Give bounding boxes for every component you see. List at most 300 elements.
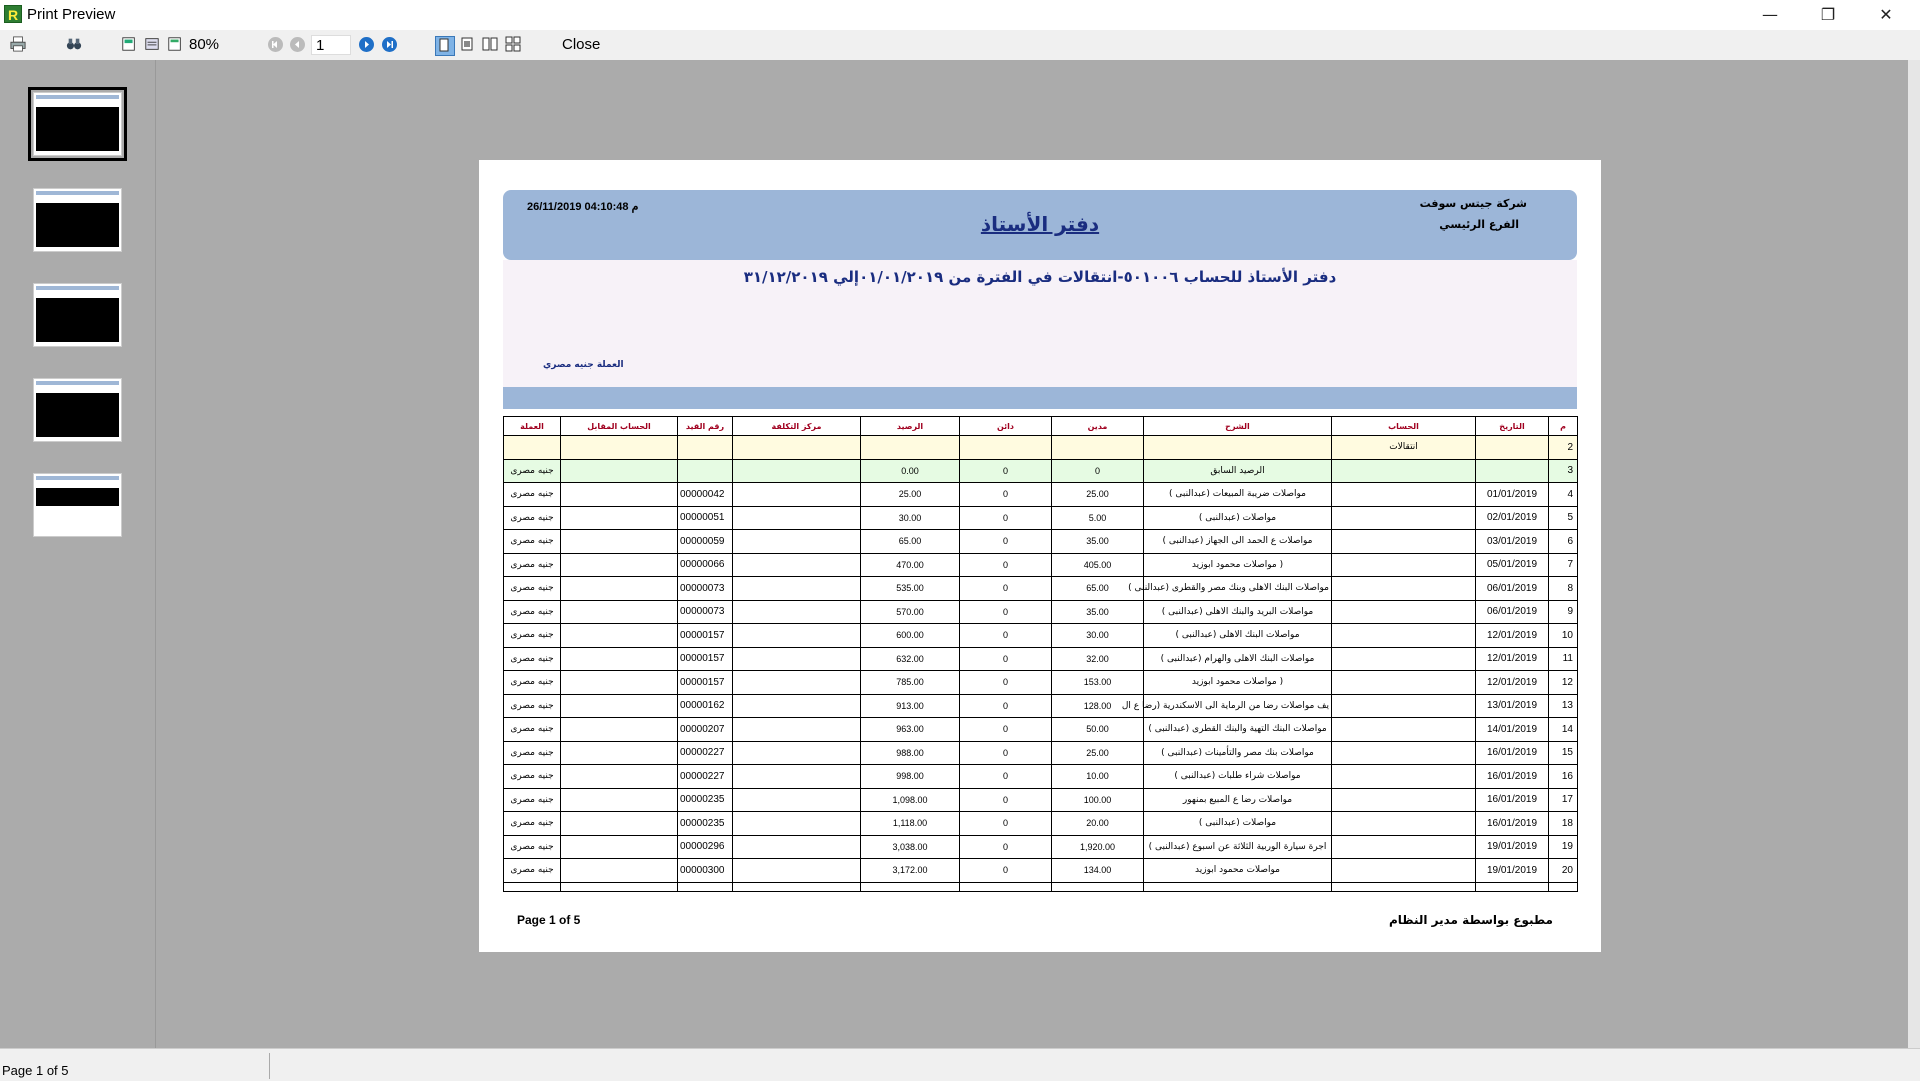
cell-account	[1332, 741, 1476, 765]
cell-date: 12/01/2019	[1476, 671, 1549, 695]
cell-num: 5	[1549, 506, 1578, 530]
cell-account	[1332, 694, 1476, 718]
cell-counter-account	[561, 812, 678, 836]
cell-num: 16	[1549, 765, 1578, 789]
cell-entry-no: 00000300	[678, 859, 733, 883]
cell-balance: 1,118.00	[861, 812, 960, 836]
cell-debit: 405.00	[1052, 553, 1144, 577]
page-number-input[interactable]: 1	[311, 35, 351, 55]
cell-credit: 0	[960, 741, 1052, 765]
cell-currency: جنيه مصرى	[504, 671, 561, 695]
report-subtitle: دفتر الأستاذ للحساب ٥٠١٠٠٦-انتقالات في الفترة من ٠١/٠١/٢٠١٩إلي ٣١/١٢/٢٠١٩	[743, 268, 1337, 286]
cell-date	[1476, 459, 1549, 483]
cell-description	[1144, 436, 1332, 460]
col-entry-no: رقم القيد	[678, 417, 733, 436]
report-page	[479, 160, 1601, 952]
cell-num: 14	[1549, 718, 1578, 742]
multi-page-icon	[505, 36, 521, 52]
cell-currency	[504, 436, 561, 460]
cell-entry-no: 00000073	[678, 577, 733, 601]
last-page-icon	[382, 37, 397, 52]
cell-num: 7	[1549, 553, 1578, 577]
cell-description: مواصلات ضريبة المبيعات (عبدالنبى )	[1144, 483, 1332, 507]
vertical-scrollbar[interactable]	[1908, 60, 1920, 1048]
zoom-level[interactable]: 80%	[189, 36, 220, 53]
page-thumbnail-5[interactable]	[33, 473, 122, 537]
cell-currency: جنيه مصرى	[504, 694, 561, 718]
cell-description: الرصيد السابق	[1144, 459, 1332, 483]
cell-date: 02/01/2019	[1476, 506, 1549, 530]
cell-balance: 3,172.00	[861, 859, 960, 883]
cell-credit: 0	[960, 694, 1052, 718]
cell-description: مواصلات بنك مصر والتأمينات (عبدالنبى )	[1144, 741, 1332, 765]
cell-cost-center	[733, 718, 861, 742]
cell-entry-no: 00000157	[678, 624, 733, 648]
cell-counter-account	[561, 859, 678, 883]
cell-credit: 0	[960, 483, 1052, 507]
cell-currency: جنيه مصرى	[504, 765, 561, 789]
cell-cost-center	[733, 506, 861, 530]
cell-cost-center	[733, 553, 861, 577]
cell-empty	[733, 882, 861, 891]
cell-debit: 25.00	[1052, 741, 1144, 765]
cell-balance: 570.00	[861, 600, 960, 624]
cell-account	[1332, 647, 1476, 671]
cell-num: 12	[1549, 671, 1578, 695]
page-thumbnail-2[interactable]	[33, 188, 122, 252]
col-debit: مدين	[1052, 417, 1144, 436]
table-row	[504, 577, 1578, 601]
cell-entry-no: 00000207	[678, 718, 733, 742]
table-row	[504, 741, 1578, 765]
cell-num: 13	[1549, 694, 1578, 718]
cell-entry-no: 00000051	[678, 506, 733, 530]
find-button[interactable]	[66, 36, 82, 54]
cell-currency: جنيه مصرى	[504, 553, 561, 577]
cell-account	[1332, 671, 1476, 695]
table-tail-row	[504, 882, 1578, 891]
table-row	[504, 694, 1578, 718]
report-title: دفتر الأستاذ	[980, 212, 1100, 236]
cell-num: 9	[1549, 600, 1578, 624]
cell-date: 06/01/2019	[1476, 577, 1549, 601]
thumbnail-panel	[0, 60, 156, 1048]
cell-account	[1332, 483, 1476, 507]
cell-empty	[861, 882, 960, 891]
col-date: التاريخ	[1476, 417, 1549, 436]
cell-counter-account	[561, 647, 678, 671]
cell-counter-account	[561, 553, 678, 577]
facing-pages-view-button[interactable]	[482, 36, 498, 54]
cell-entry-no: 00000227	[678, 741, 733, 765]
cell-date: 14/01/2019	[1476, 718, 1549, 742]
cell-counter-account	[561, 624, 678, 648]
cell-credit: 0	[960, 859, 1052, 883]
cell-balance: 65.00	[861, 530, 960, 554]
cell-debit: 35.00	[1052, 530, 1144, 554]
col-num: م	[1549, 417, 1578, 436]
cell-date: 16/01/2019	[1476, 812, 1549, 836]
status-separator	[269, 1053, 270, 1079]
table-row	[504, 647, 1578, 671]
col-balance: الرصيد	[861, 417, 960, 436]
cell-description: مواصلات البنك الاهلى والهرام (عبدالنبى )	[1144, 647, 1332, 671]
first-page-icon	[268, 37, 283, 52]
cell-empty	[960, 882, 1052, 891]
cell-entry-no: 00000157	[678, 647, 733, 671]
print-button[interactable]	[10, 36, 26, 54]
cell-empty	[1052, 882, 1144, 891]
cell-debit: 35.00	[1052, 600, 1144, 624]
cell-debit: 0	[1052, 459, 1144, 483]
app-icon: R	[4, 5, 22, 23]
page-thumbnail-3[interactable]	[33, 283, 122, 347]
cell-entry-no: 00000157	[678, 671, 733, 695]
two-page-view-button[interactable]	[459, 36, 475, 54]
cell-empty	[561, 882, 678, 891]
cell-balance: 632.00	[861, 647, 960, 671]
currency-label: العملة جنيه مصري	[543, 360, 624, 370]
cell-num: 20	[1549, 859, 1578, 883]
cell-num: 15	[1549, 741, 1578, 765]
first-page-button[interactable]	[268, 37, 283, 52]
col-currency: العملة	[504, 417, 561, 436]
account-label-row	[504, 436, 1578, 460]
cell-num: 19	[1549, 835, 1578, 859]
window-title: Print Preview	[27, 6, 116, 23]
cell-counter-account	[561, 483, 678, 507]
cell-empty	[1476, 882, 1549, 891]
export-icon	[144, 36, 160, 52]
status-bar	[0, 1048, 1920, 1081]
table-header-row	[504, 417, 1578, 436]
cell-counter-account	[561, 788, 678, 812]
cell-date: 16/01/2019	[1476, 741, 1549, 765]
zoom-page-icon	[167, 36, 183, 52]
cell-currency: جنيه مصرى	[504, 647, 561, 671]
cell-credit: 0	[960, 624, 1052, 648]
cell-num: 17	[1549, 788, 1578, 812]
cell-entry-no	[678, 459, 733, 483]
binoculars-icon	[66, 36, 82, 52]
cell-description: مواصلات البنك التهية والبنك القطرى (عبدالنبى )	[1144, 718, 1332, 742]
minimize-button[interactable]: —	[1762, 5, 1778, 24]
last-page-button[interactable]	[382, 37, 397, 52]
page-setup-button[interactable]	[121, 36, 137, 54]
company-name: شركة جيتس سوفت	[1419, 197, 1527, 210]
cell-num: 18	[1549, 812, 1578, 836]
cell-debit	[1052, 436, 1144, 460]
cell-counter-account	[561, 459, 678, 483]
col-credit: دائن	[960, 417, 1052, 436]
cell-description: يف مواصلات رضا من الرماية الى الاسكندرية (رضا ع ال	[1144, 694, 1332, 718]
cell-credit: 0	[960, 459, 1052, 483]
export-button[interactable]	[144, 36, 160, 54]
cell-description: ( مواصلات محمود ابوزيد	[1144, 553, 1332, 577]
previous-page-icon	[290, 37, 305, 52]
cell-currency: جنيه مصرى	[504, 530, 561, 554]
cell-currency: جنيه مصرى	[504, 741, 561, 765]
header-band	[503, 387, 1577, 409]
cell-cost-center	[733, 788, 861, 812]
cell-debit: 1,920.00	[1052, 835, 1144, 859]
cell-account	[1332, 835, 1476, 859]
cell-counter-account	[561, 671, 678, 695]
cell-credit: 0	[960, 600, 1052, 624]
cell-counter-account	[561, 436, 678, 460]
cell-description: مواصلات محمود ابوزيد	[1144, 859, 1332, 883]
cell-balance: 1,098.00	[861, 788, 960, 812]
maximize-button[interactable]: ❐	[1820, 5, 1836, 24]
report-header	[503, 190, 1577, 260]
cell-empty	[1144, 882, 1332, 891]
table-row	[504, 859, 1578, 883]
cell-credit: 0	[960, 812, 1052, 836]
cell-balance: 30.00	[861, 506, 960, 530]
cell-cost-center	[733, 530, 861, 554]
cell-balance: 0.00	[861, 459, 960, 483]
cell-entry-no: 00000235	[678, 812, 733, 836]
cell-entry-no: 00000235	[678, 788, 733, 812]
cell-currency: جنيه مصرى	[504, 835, 561, 859]
table-row	[504, 483, 1578, 507]
cell-date: 01/01/2019	[1476, 483, 1549, 507]
branch-name: الفرع الرئيسي	[1439, 218, 1519, 231]
cell-credit: 0	[960, 577, 1052, 601]
cell-account	[1332, 553, 1476, 577]
opening-balance-row	[504, 459, 1578, 483]
cell-debit: 65.00	[1052, 577, 1144, 601]
cell-num: 10	[1549, 624, 1578, 648]
cell-empty	[1549, 882, 1578, 891]
cell-date: 19/01/2019	[1476, 859, 1549, 883]
page-thumbnail-4[interactable]	[33, 378, 122, 442]
cell-balance: 998.00	[861, 765, 960, 789]
page-setup-icon	[121, 36, 137, 52]
printer-icon	[10, 36, 26, 52]
cell-credit: 0	[960, 765, 1052, 789]
cell-empty	[678, 882, 733, 891]
cell-entry-no: 00000227	[678, 765, 733, 789]
cell-counter-account	[561, 530, 678, 554]
cell-cost-center	[733, 624, 861, 648]
cell-empty	[504, 882, 561, 891]
cell-description: مواصلات (عبدالنبى )	[1144, 506, 1332, 530]
cell-debit: 134.00	[1052, 859, 1144, 883]
cell-entry-no: 00000296	[678, 835, 733, 859]
facing-pages-icon	[482, 36, 498, 52]
cell-debit: 100.00	[1052, 788, 1144, 812]
cell-description: مواصلات رضا ع المبيع بمنهور	[1144, 788, 1332, 812]
cell-cost-center	[733, 812, 861, 836]
cell-account: انتقالات	[1332, 436, 1476, 460]
col-counter-account: الحساب المقابل	[561, 417, 678, 436]
cell-debit: 30.00	[1052, 624, 1144, 648]
cell-balance	[861, 436, 960, 460]
cell-num: 8	[1549, 577, 1578, 601]
cell-num: 2	[1549, 436, 1578, 460]
two-page-icon	[459, 36, 475, 52]
cell-account	[1332, 788, 1476, 812]
table-row	[504, 553, 1578, 577]
cell-entry-no: 00000059	[678, 530, 733, 554]
cell-currency: جنيه مصرى	[504, 506, 561, 530]
cell-currency: جنيه مصرى	[504, 859, 561, 883]
cell-credit: 0	[960, 788, 1052, 812]
cell-description: مواصلات البنك الاهلى (عبدالنبى )	[1144, 624, 1332, 648]
cell-cost-center	[733, 671, 861, 695]
cell-date: 12/01/2019	[1476, 647, 1549, 671]
cell-entry-no: 00000066	[678, 553, 733, 577]
cell-account	[1332, 812, 1476, 836]
cell-counter-account	[561, 506, 678, 530]
cell-counter-account	[561, 718, 678, 742]
cell-counter-account	[561, 694, 678, 718]
cell-balance: 600.00	[861, 624, 960, 648]
next-page-button[interactable]	[359, 37, 374, 52]
footer-printed-by: مطبوع بواسطة مدير النظام	[1388, 913, 1553, 927]
cell-cost-center	[733, 859, 861, 883]
previous-page-button[interactable]	[290, 37, 305, 52]
preview-toolbar	[0, 30, 1920, 60]
cell-cost-center	[733, 694, 861, 718]
cell-account	[1332, 859, 1476, 883]
multi-page-view-button[interactable]	[505, 36, 521, 54]
next-page-icon	[359, 37, 374, 52]
table-row	[504, 671, 1578, 695]
single-page-view-button[interactable]	[435, 36, 455, 56]
cell-currency: جنيه مصرى	[504, 483, 561, 507]
cell-currency: جنيه مصرى	[504, 812, 561, 836]
cell-date: 16/01/2019	[1476, 788, 1549, 812]
cell-balance: 3,038.00	[861, 835, 960, 859]
cell-date: 19/01/2019	[1476, 835, 1549, 859]
cell-account	[1332, 506, 1476, 530]
cell-entry-no: 00000042	[678, 483, 733, 507]
cell-date: 16/01/2019	[1476, 765, 1549, 789]
close-window-button[interactable]: ✕	[1879, 5, 1893, 24]
cell-date: 03/01/2019	[1476, 530, 1549, 554]
cell-balance: 988.00	[861, 741, 960, 765]
table-row	[504, 835, 1578, 859]
cell-currency: جنيه مصرى	[504, 577, 561, 601]
cell-counter-account	[561, 600, 678, 624]
cell-date: 12/01/2019	[1476, 624, 1549, 648]
cell-num: 6	[1549, 530, 1578, 554]
table-row	[504, 765, 1578, 789]
cell-balance: 470.00	[861, 553, 960, 577]
cell-date: 05/01/2019	[1476, 553, 1549, 577]
cell-balance: 25.00	[861, 483, 960, 507]
col-cost-center: مركز التكلفة	[733, 417, 861, 436]
close-preview-button[interactable]: Close	[562, 36, 601, 53]
col-account: الحساب	[1332, 417, 1476, 436]
status-page-text: Page 1 of 5	[2, 1063, 69, 1078]
cell-debit: 25.00	[1052, 483, 1144, 507]
cell-account	[1332, 765, 1476, 789]
cell-counter-account	[561, 835, 678, 859]
print-date: 26/11/2019 04:10:48 م	[527, 201, 639, 213]
cell-currency: جنيه مصرى	[504, 459, 561, 483]
cell-credit: 0	[960, 530, 1052, 554]
table-row	[504, 506, 1578, 530]
cell-account	[1332, 459, 1476, 483]
cell-description: مواصلات (عبدالنبى )	[1144, 812, 1332, 836]
cell-cost-center	[733, 835, 861, 859]
table-row	[504, 788, 1578, 812]
cell-description: ( مواصلات محمود ابوزيد	[1144, 671, 1332, 695]
cell-debit: 5.00	[1052, 506, 1144, 530]
cell-debit: 20.00	[1052, 812, 1144, 836]
cell-credit: 0	[960, 553, 1052, 577]
table-row	[504, 530, 1578, 554]
cell-account	[1332, 718, 1476, 742]
cell-debit: 32.00	[1052, 647, 1144, 671]
report-subheader	[503, 260, 1577, 387]
cell-balance: 913.00	[861, 694, 960, 718]
cell-counter-account	[561, 765, 678, 789]
cell-balance: 535.00	[861, 577, 960, 601]
page-thumbnail-1[interactable]	[33, 92, 122, 156]
cell-currency: جنيه مصرى	[504, 788, 561, 812]
cell-entry-no: 00000073	[678, 600, 733, 624]
cell-cost-center	[733, 436, 861, 460]
cell-cost-center	[733, 647, 861, 671]
table-row	[504, 812, 1578, 836]
footer-page-number: Page 1 of 5	[517, 913, 581, 927]
cell-description: اجرة سيارة الوربية الثلاثة عن اسبوع (عبدالنبى )	[1144, 835, 1332, 859]
cell-date: 13/01/2019	[1476, 694, 1549, 718]
cell-credit: 0	[960, 718, 1052, 742]
cell-debit: 10.00	[1052, 765, 1144, 789]
single-page-icon	[436, 37, 452, 53]
cell-date: 06/01/2019	[1476, 600, 1549, 624]
cell-entry-no	[678, 436, 733, 460]
cell-account	[1332, 600, 1476, 624]
cell-description: مواصلات ع الحمد الى الجهاز (عبدالنبى )	[1144, 530, 1332, 554]
window-titlebar	[0, 0, 1920, 30]
cell-cost-center	[733, 577, 861, 601]
cell-num: 3	[1549, 459, 1578, 483]
cell-credit: 0	[960, 506, 1052, 530]
cell-currency: جنيه مصرى	[504, 600, 561, 624]
cell-cost-center	[733, 459, 861, 483]
cell-cost-center	[733, 741, 861, 765]
cell-currency: جنيه مصرى	[504, 624, 561, 648]
cell-empty	[1332, 882, 1476, 891]
cell-debit: 128.00	[1052, 694, 1144, 718]
cell-credit	[960, 436, 1052, 460]
zoom-page-button[interactable]	[167, 36, 183, 54]
cell-description: مواصلات البريد والبنك الاهلى (عبدالنبى )	[1144, 600, 1332, 624]
table-row	[504, 624, 1578, 648]
cell-counter-account	[561, 577, 678, 601]
cell-account	[1332, 530, 1476, 554]
cell-credit: 0	[960, 647, 1052, 671]
cell-num: 11	[1549, 647, 1578, 671]
cell-credit: 0	[960, 671, 1052, 695]
cell-account	[1332, 577, 1476, 601]
cell-account	[1332, 624, 1476, 648]
cell-balance: 963.00	[861, 718, 960, 742]
cell-date	[1476, 436, 1549, 460]
cell-cost-center	[733, 600, 861, 624]
cell-balance: 785.00	[861, 671, 960, 695]
cell-debit: 153.00	[1052, 671, 1144, 695]
cell-description: مواصلات شراء طلبات (عبدالنبى )	[1144, 765, 1332, 789]
cell-counter-account	[561, 741, 678, 765]
cell-currency: جنيه مصرى	[504, 718, 561, 742]
